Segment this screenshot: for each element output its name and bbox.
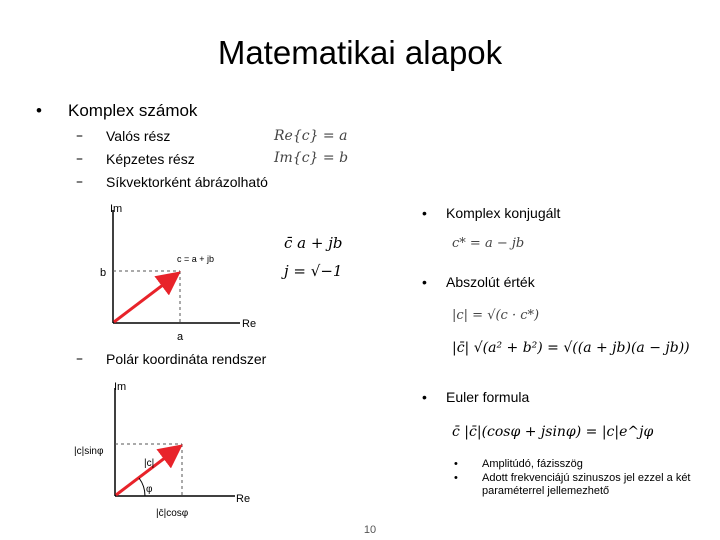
small-bullet-marker: • (454, 458, 458, 470)
magnitude-label: |c| (144, 458, 155, 469)
formula-c-def: c̄ a + jb (284, 234, 343, 252)
main-bullet-text: Komplex számok (68, 101, 198, 120)
right-bullet-marker: • (422, 274, 427, 290)
right-item-euler: Euler formula (446, 389, 530, 405)
sub-item-marker: – (76, 151, 83, 167)
sub-item-real: Valós rész (106, 128, 171, 144)
sub-item-polar: Polár koordináta rendszer (106, 351, 267, 367)
sub-item-vector: Síkvektorként ábrázolható (106, 174, 268, 190)
im-axis-label: Im (110, 203, 123, 215)
cos-label: |c̄|cosφ (156, 508, 189, 519)
formula-euler: c̄ |c̄|(cosφ + jsinφ) = |c|e^jφ (452, 424, 654, 440)
right-bullet-marker: • (422, 389, 427, 405)
small-item-sinusoid: Adott frekvenciájú szinuszos jel ezzel a két paraméterrel jellemezhető (482, 472, 691, 497)
small-bullet-marker: • (454, 472, 458, 484)
formula-real-part: Re{c} = a (274, 128, 348, 144)
formula-conj: c* = a − jb (452, 236, 525, 251)
slide-title: Matematikai alapok (217, 34, 503, 71)
page-number: 10 (363, 524, 377, 536)
phi-label: φ (146, 484, 153, 495)
sub-item-marker: – (76, 128, 83, 144)
a-label: a (177, 331, 184, 343)
formula-abs2: |c̄| √(a² + b²) = √((a + jb)(a − jb)) (452, 340, 690, 356)
right-bullet-marker: • (422, 205, 427, 221)
point-label: c = a + jb (177, 254, 215, 264)
angle-arc (139, 478, 145, 496)
re-axis-label: Re (242, 318, 257, 330)
polar-diagram (70, 374, 270, 524)
sin-label: |c|sinφ (74, 446, 104, 457)
formula-j-def: j = √−1 (284, 262, 343, 280)
small-item-amplitude: Amplitúdó, fázisszög (482, 458, 583, 470)
b-label: b (100, 267, 107, 279)
right-item-abs: Abszolút érték (446, 274, 535, 290)
complex-vector (114, 275, 176, 322)
formula-imag-part: Im{c} = b (274, 150, 349, 166)
im-axis-label: Im (114, 381, 127, 393)
main-bullet-marker: • (36, 101, 42, 120)
right-item-conjugate: Komplex konjugált (446, 205, 561, 221)
sub-item-imag: Képzetes rész (106, 151, 195, 167)
complex-plane-diagram (70, 196, 270, 346)
sub-item-marker: – (76, 351, 83, 367)
formula-abs1: |c| = √(c · c*) (452, 308, 540, 323)
sub-item-marker: – (76, 174, 83, 190)
re-axis-label: Re (236, 493, 251, 505)
